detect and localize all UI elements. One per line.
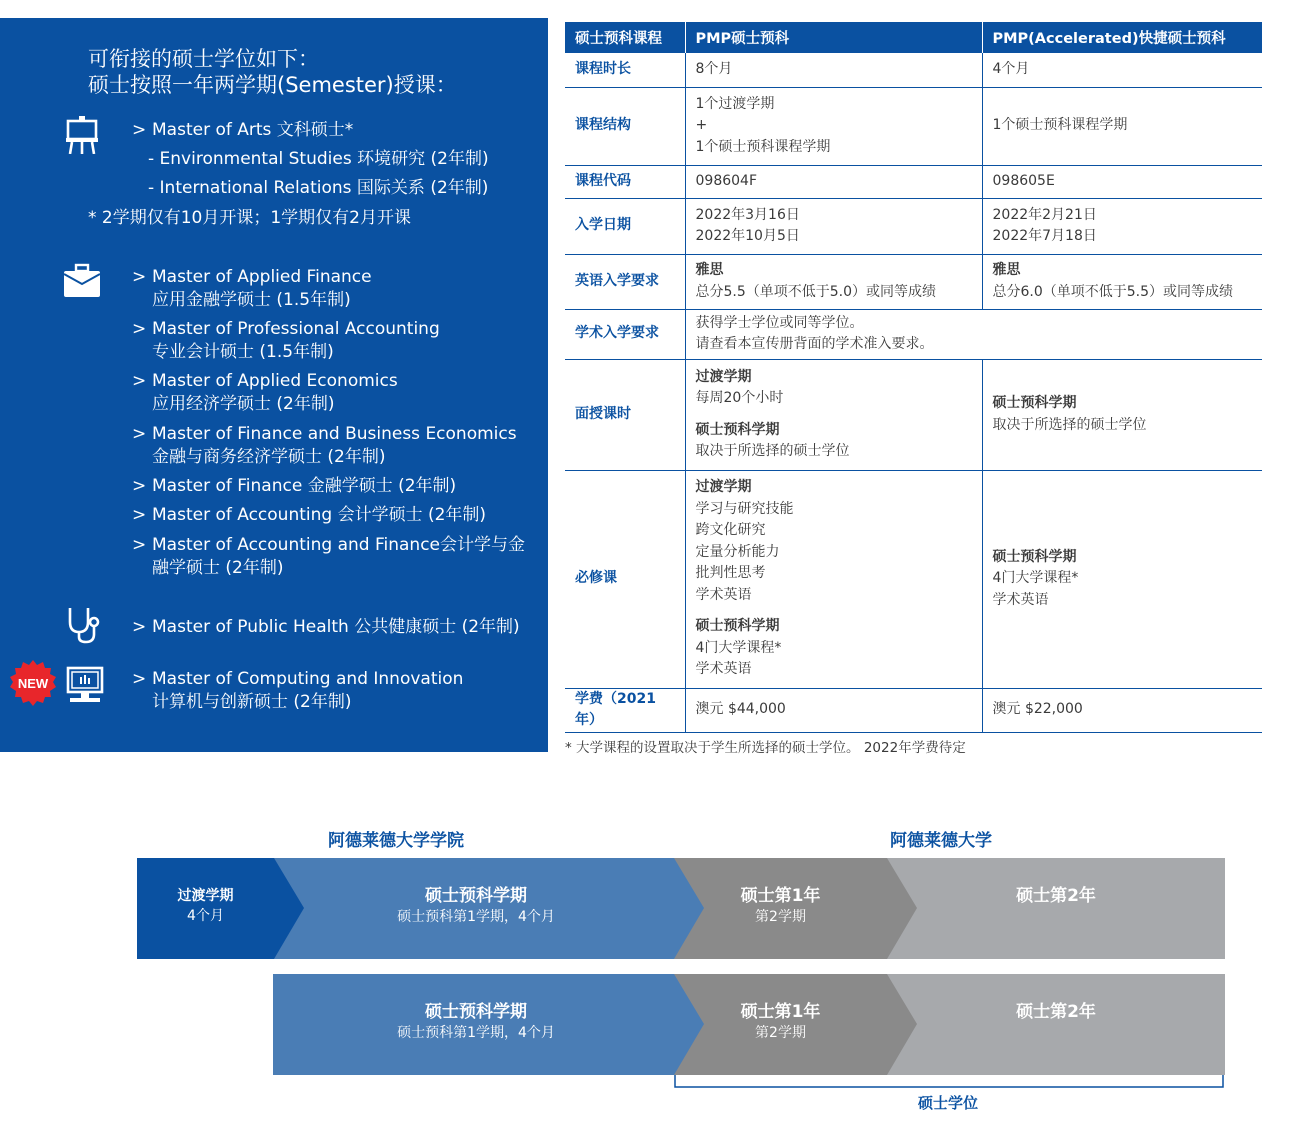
degree-arts-ir: - International Relations 国际关系 (2年制): [148, 178, 489, 198]
cell-line: 取决于所选择的硕士学位: [992, 416, 1147, 433]
cell-line: 4门大学课程*: [992, 570, 1079, 587]
row-label: 学术入学要求: [565, 309, 685, 359]
year2-text: [887, 1001, 1225, 1023]
cell-line: 取决于所选择的硕士学位: [695, 443, 850, 459]
row-label: 入学日期: [565, 198, 685, 254]
cell-line: 学术英语: [695, 586, 752, 603]
table-header: PMP(Accelerated)快捷硕士预科: [982, 22, 1262, 53]
degree-accounting-finance-cn: 融学硕士 (2年制): [152, 558, 284, 578]
degree-arts-env: - Environmental Studies 环境研究 (2年制): [148, 149, 489, 169]
cell-line: +: [695, 117, 708, 134]
cell-line: 获得学士学位或同等学位。: [695, 314, 864, 331]
table-cell: 澳元 $22,000: [982, 688, 1262, 732]
degree-computing-cn: 计算机与创新硕士 (2年制): [152, 692, 352, 712]
chevron: >: [132, 319, 147, 339]
cell-line: 批判性思考: [695, 565, 766, 582]
degree-finance-business-economics: Master of Finance and Business Economics: [152, 424, 517, 444]
degree-finance-business-economics-cn: 金融与商务经济学硕士 (2年制): [152, 447, 386, 467]
premaster-title: 硕士预科学期: [425, 1002, 527, 1022]
table-header: 硕士预科课程: [565, 22, 685, 53]
degree-finance: Master of Finance 金融学硕士 (2年制): [152, 476, 457, 496]
chevron: >: [132, 267, 147, 287]
college-label: 阿德莱德大学学院: [328, 831, 464, 851]
cell-line: 每周20个小时: [695, 390, 784, 406]
arts-note: * 2学期仅有10月开课；1学期仅有2月开课: [88, 208, 411, 228]
chevron: >: [132, 120, 147, 140]
cell-heading: 过渡学期: [695, 479, 752, 496]
cell-line: 1个过渡学期: [695, 95, 775, 112]
cell-line: 学术英语: [992, 591, 1049, 608]
row-label: 学费（2021年）: [565, 688, 685, 732]
year1-sub: 第2学期: [755, 909, 806, 925]
year1-title: 硕士第1年: [740, 886, 821, 906]
degree-arts: Master of Arts 文科硕士*: [152, 120, 354, 140]
cell-line: 4门大学课程*: [695, 639, 782, 656]
table-cell: 4个月: [982, 53, 1262, 87]
cell-line: 2022年3月16日: [695, 206, 800, 223]
degree-applied-economics-cn: 应用经济学硕士 (2年制): [152, 394, 335, 414]
table-cell: 澳元 $44,000: [685, 688, 982, 732]
degree-applied-finance-cn: 应用金融学硕士 (1.5年制): [152, 290, 351, 310]
premaster-text: [278, 885, 674, 927]
year2-block: [887, 858, 1225, 959]
chevron: >: [132, 371, 147, 391]
year2-title: 硕士第2年: [1016, 1002, 1096, 1022]
bridging-title: 过渡学期: [177, 888, 234, 904]
table-header: PMP硕士预科: [685, 22, 982, 53]
cell-line: 2022年7月18日: [992, 228, 1097, 244]
premaster-text: [278, 1001, 674, 1043]
cell-heading: 硕士预科学期: [695, 618, 780, 635]
row-label: 英语入学要求: [565, 254, 685, 309]
premaster-sub: 硕士预科第1学期，4个月: [397, 909, 555, 925]
row-label: 必修课: [565, 470, 685, 688]
degree-accounting-finance: Master of Accounting and Finance会计学与金: [152, 535, 526, 555]
cell-heading: 硕士预科学期: [695, 421, 780, 438]
premaster-title: 硕士预科学期: [425, 886, 527, 906]
cell-line: 2022年2月21日: [992, 206, 1097, 223]
chevron: >: [132, 505, 147, 525]
degree-label: 硕士学位: [918, 1094, 979, 1112]
cell-line: 2022年10月5日: [695, 228, 800, 244]
cell-heading: 雅思: [992, 262, 1021, 278]
chevron: >: [132, 424, 147, 444]
cell-line: 跨文化研究: [695, 522, 766, 539]
table-cell: 098604F: [685, 165, 982, 198]
panel-heading-line1: 可衔接的硕士学位如下：: [88, 47, 319, 71]
degree-bracket: [675, 1075, 1223, 1087]
cell-line: 1个硕士预科课程学期: [695, 138, 831, 155]
year1-title: 硕士第1年: [740, 1002, 821, 1022]
year1-text: [674, 1001, 887, 1043]
panel-heading-line2: 硕士按照一年两学期(Semester)授课：: [88, 73, 457, 97]
year2-title: 硕士第2年: [1016, 886, 1096, 906]
table-cell: 1个硕士预科课程学期: [982, 87, 1262, 165]
row-label: 面授课时: [565, 359, 685, 470]
degree-public-health: Master of Public Health 公共健康硕士 (2年制): [152, 617, 520, 637]
premaster-sub: 硕士预科第1学期，4个月: [397, 1025, 555, 1041]
chevron: >: [132, 617, 147, 637]
cell-heading: 硕士预科学期: [992, 395, 1077, 411]
cell-line: 定量分析能力: [695, 543, 780, 560]
cell-heading: 硕士预科学期: [992, 548, 1077, 565]
table-cell: 098605E: [982, 165, 1262, 198]
chevron: >: [132, 535, 147, 555]
bridging-sub: 4个月: [187, 908, 224, 924]
degree-professional-accounting-cn: 专业会计硕士 (1.5年制): [152, 342, 334, 362]
university-label: 阿德莱德大学: [890, 831, 992, 851]
cell-heading: 过渡学期: [695, 368, 752, 385]
chevron: >: [132, 669, 147, 689]
row-label: 课程时长: [565, 53, 685, 87]
degree-accounting: Master of Accounting 会计学硕士 (2年制): [152, 505, 487, 525]
cell-line: 学习与研究技能: [695, 500, 794, 517]
year2-text: [887, 885, 1225, 907]
footnote: * 大学课程的设置取决于学生所选择的硕士学位。 2022年学费待定: [565, 740, 966, 756]
row-label: 课程代码: [565, 165, 685, 198]
year1-text: [674, 885, 887, 927]
degree-applied-finance: Master of Applied Finance: [152, 267, 372, 287]
year2-block: [887, 974, 1225, 1075]
cell-line: 学术英语: [695, 661, 752, 678]
row-label: 课程结构: [565, 87, 685, 165]
bridging-text: [137, 886, 274, 926]
chevron: >: [132, 476, 147, 496]
year1-sub: 第2学期: [755, 1025, 806, 1041]
degree-computing: Master of Computing and Innovation: [152, 669, 464, 689]
degree-applied-economics: Master of Applied Economics: [152, 371, 398, 391]
table-cell: 8个月: [685, 53, 982, 87]
degree-professional-accounting: Master of Professional Accounting: [152, 319, 440, 339]
new-badge-text: NEW: [17, 676, 49, 691]
cell-heading: 雅思: [695, 262, 724, 278]
cell-line: 总分6.0（单项不低于5.5）或同等成绩: [992, 283, 1234, 300]
cell-line: 请查看本宣传册背面的学术准入要求。: [695, 336, 934, 352]
cell-line: 总分5.5（单项不低于5.0）或同等成绩: [695, 283, 937, 300]
